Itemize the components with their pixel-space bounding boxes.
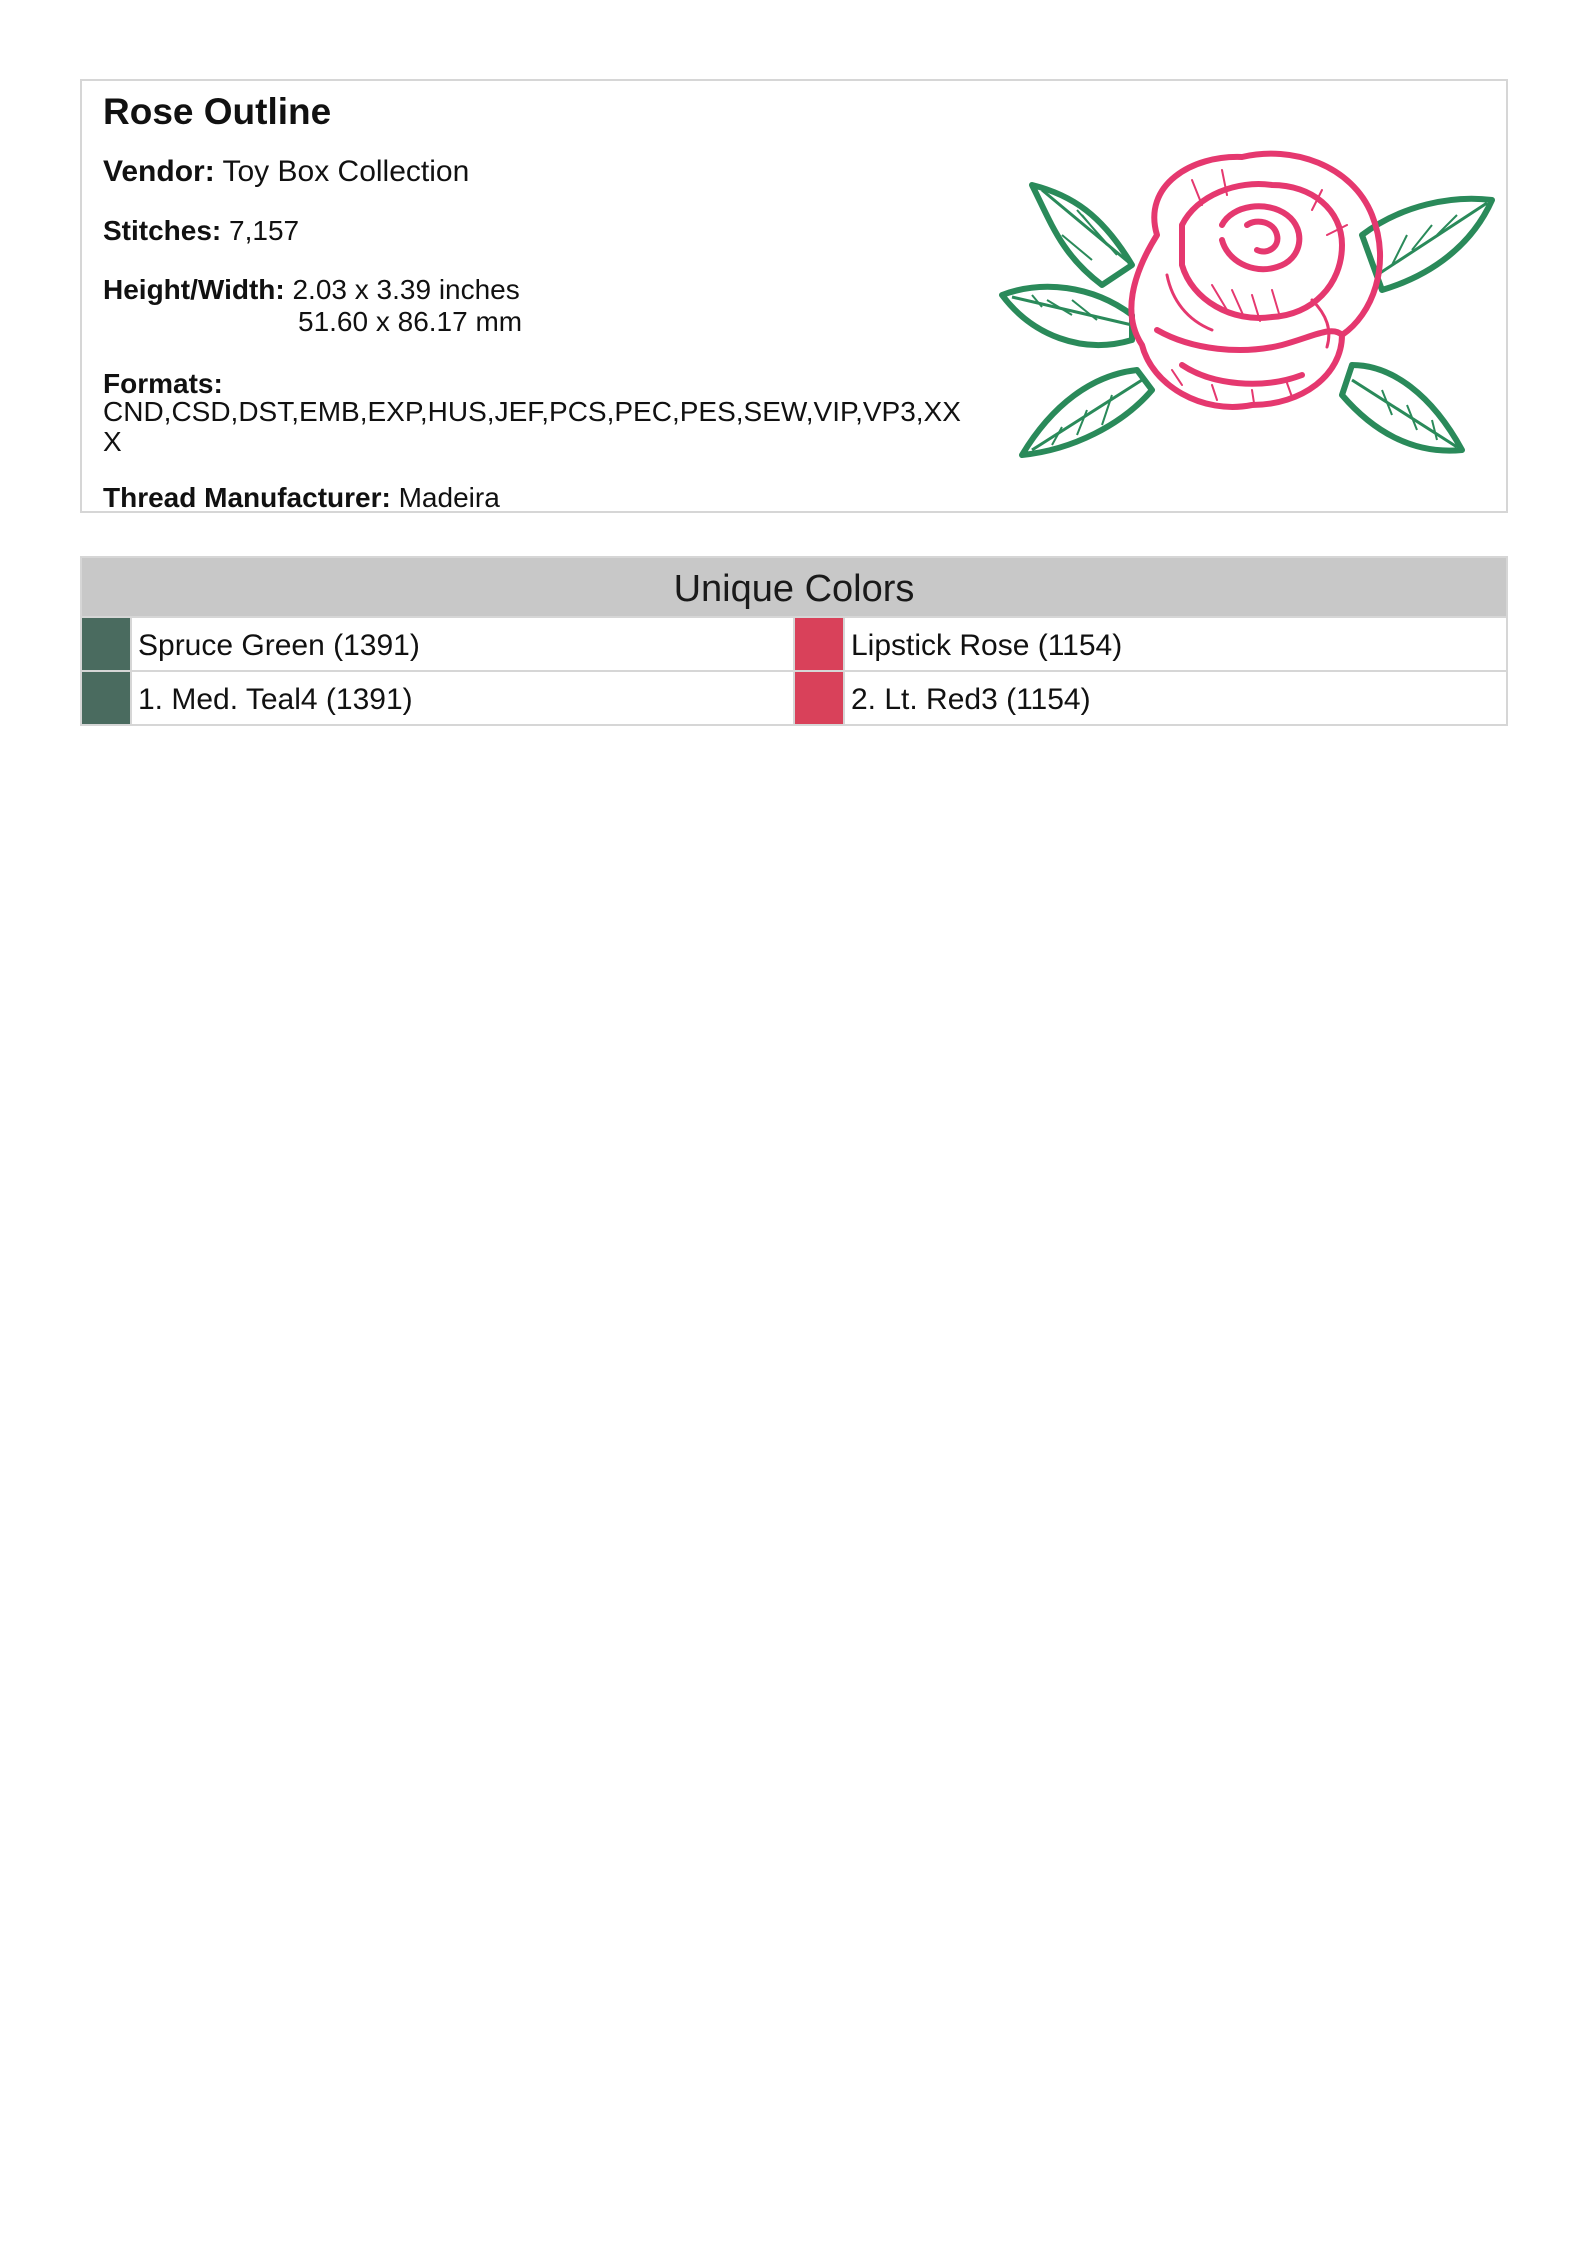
table-row (82, 670, 1506, 724)
color-swatch-lipstick-rose (795, 618, 843, 670)
stitches-label: Stitches: (103, 215, 222, 246)
stitches-row (103, 214, 299, 248)
rose-petals (1131, 154, 1380, 407)
thread-row (103, 481, 500, 515)
color-cell (82, 672, 793, 724)
formats-value: CND,CSD,DST,EMB,EXP,HUS,JEF,PCS,PEC,PES,SEW,VIP,VP3,XXX (103, 396, 961, 457)
vendor-row (103, 155, 469, 189)
height-width-row (103, 273, 520, 307)
color-cell (793, 672, 1506, 724)
color-swatch-spruce-green (82, 618, 130, 670)
height-width-mm: 51.60 x 86.17 mm (298, 306, 523, 337)
color-label: 1. Med. Teal4 (1391) (130, 672, 413, 724)
color-cell (793, 618, 1506, 670)
color-label: Spruce Green (1391) (130, 618, 420, 670)
rose-outline-icon (982, 85, 1502, 505)
unique-colors-table (80, 556, 1508, 726)
table-row (82, 616, 1506, 670)
vendor-label: Vendor: (103, 155, 215, 188)
stitches-value: 7,157 (229, 215, 300, 246)
color-swatch-lt-red3 (795, 672, 843, 724)
color-cell (82, 618, 793, 670)
thread-label: Thread Manufacturer: (103, 482, 391, 513)
vendor-value: Toy Box Collection (222, 155, 470, 188)
thread-value: Madeira (398, 482, 500, 513)
color-label: Lipstick Rose (1154) (843, 618, 1122, 670)
color-label: 2. Lt. Red3 (1154) (843, 672, 1091, 724)
formats-label: Formats: (103, 368, 223, 399)
height-width-inches: 2.03 x 3.39 inches (292, 274, 520, 305)
height-width-label: Height/Width: (103, 274, 285, 305)
color-swatch-med-teal4 (82, 672, 130, 724)
design-title: Rose Outline (103, 91, 332, 132)
design-info-box (80, 79, 1508, 513)
unique-colors-header: Unique Colors (82, 558, 1506, 616)
